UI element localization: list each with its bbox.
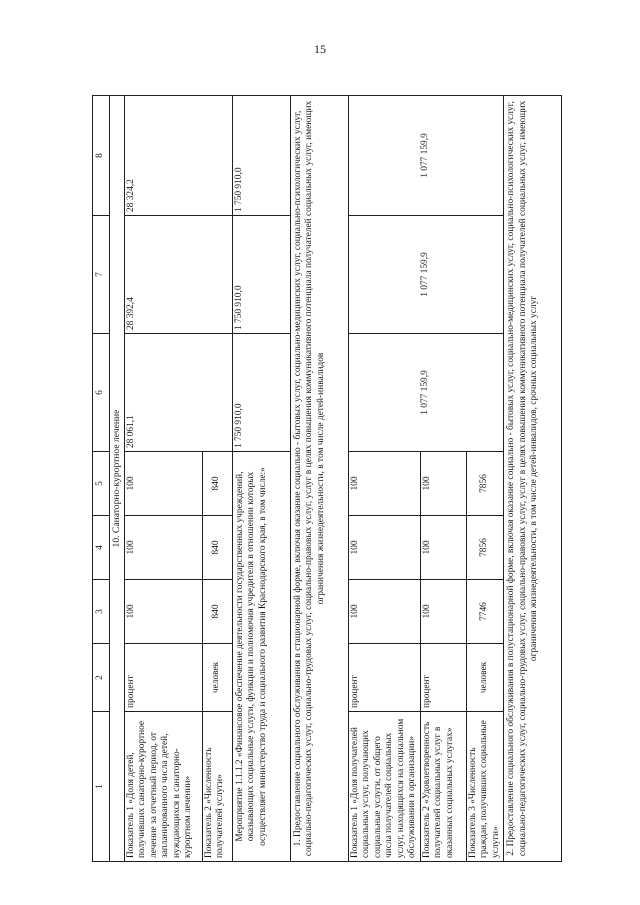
value-cell: 840 [202,580,232,644]
unit-cell: человек [466,644,503,712]
value-cell: 100 [124,452,202,516]
unit-cell: человек [202,644,232,712]
value-cell: 100 [124,516,202,580]
indicator-name: Показатель 2 «Удовлетворенность получателей социальных услуг в оказанных социальных услугах» [420,712,466,862]
table-row [348,96,420,862]
header-cell: 1 [93,712,110,862]
header-cell: 8 [93,96,110,216]
value-cell: 840 [202,452,232,516]
funding-cell: 1 077 159,9 [348,334,503,452]
service-description: 1. Предоставление социального обслуживания в стационарной форме, включая оказание социально - бытовых услуг, социально-медицинских услуг, социально-психологических услуг, социально-педагогических услуг, социально-трудовых услуг, социально-правовых услуг, услуг в целях повышения коммуникативного потенциала получателей социальных услуг, имеющих ограничения жизнедеятельности, в том числе детей-инвалидов [290,96,348,862]
section-row [110,96,125,862]
header-cell: 3 [93,580,110,644]
measure-name: Мероприятие 1.1.1.2 «Финансовое обеспечение деятельности государственных учреждений, оказывающих социальные услуги, функции и полномочия учредителя в отношении которых осуществляет министерство труда и социального развития Краснодарского края, в том числе:» [232,452,290,862]
value-cell: 7856 [466,516,503,580]
indicator-name: Показатель 1 «Доля получателей социальных услуг, получающих социальные услуги, от общего числа получателей социальных услуг, находящихся на социальном обслуживании в организации» [348,712,420,862]
page-number: 15 [314,42,326,56]
service-description: 2. Предоставление социального обслуживания в полустационарной форме, включая оказание социально - бытовых услуг, социально-медицинских услуг, социально-психологических услуг, социально-педагогических услуг, социально-трудовых услуг, социально-правовых услуг, услуг в целях повышения коммуникативного потенциала получателей социальных услуг, имеющих ограничения жизнедеятельности, в том числе детей-инвалидов, срочных социальных услуг [504,96,562,862]
header-cell: 6 [93,334,110,452]
value-cell: 100 [348,580,420,644]
section-row [290,96,348,862]
funding-cell: 28 324,2 [124,96,232,216]
unit-cell: процент [420,644,466,712]
value-cell: 7856 [466,452,503,516]
rotated-table-sheet [92,96,540,862]
value-cell: 840 [202,516,232,580]
header-cell: 5 [93,452,110,516]
funding-cell: 28 392,4 [124,216,232,334]
value-cell: 7746 [466,580,503,644]
table-row [232,96,290,862]
value-cell: 100 [348,516,420,580]
funding-cell: 28 061,1 [124,334,232,452]
value-cell: 100 [420,580,466,644]
value-cell: 100 [420,452,466,516]
section-title: 10. Санаторно-курортное лечение [110,96,125,862]
value-cell: 100 [420,516,466,580]
program-table [92,95,562,862]
value-cell: 100 [348,452,420,516]
header-row [93,96,110,862]
section-row [504,96,562,862]
header-cell: 4 [93,516,110,580]
funding-cell: 1 750 910,0 [232,216,290,334]
indicator-name: Показатель 3 «Численность граждан, получивших социальные услуги» [466,712,503,862]
funding-cell: 1 077 159,9 [348,96,503,216]
indicator-name: Показатель 2 «Численность получателей услуги» [202,712,232,862]
header-cell: 7 [93,216,110,334]
indicator-name: Показатель 1 «Доля детей, получивших санаторно-курортное лечение за отчетный период, от запланированного числа детей, нуждающихся в санаторно-курортном лечении» [124,712,202,862]
table-row [124,96,202,862]
funding-cell: 1 750 910,0 [232,96,290,216]
unit-cell: процент [124,644,202,712]
header-cell: 2 [93,644,110,712]
funding-cell: 1 077 159,9 [348,216,503,334]
funding-cell: 1 750 910,0 [232,334,290,452]
unit-cell: процент [348,644,420,712]
value-cell: 100 [124,580,202,644]
